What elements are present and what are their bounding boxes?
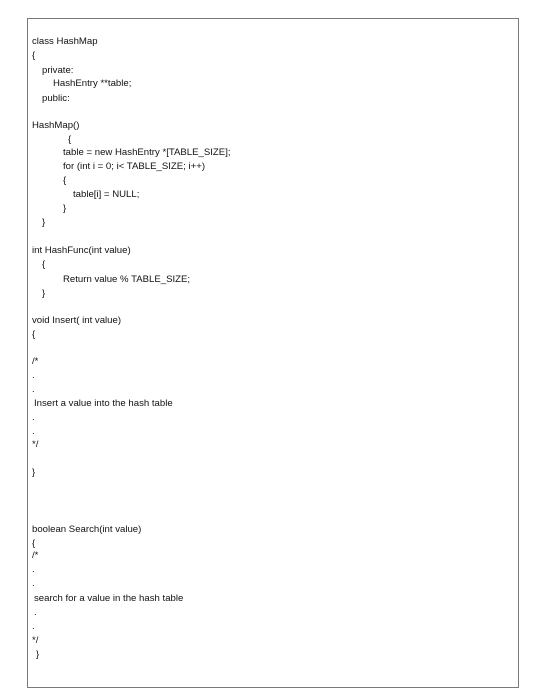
code-line: . [32,564,35,575]
code-line: /* [32,550,39,561]
code-line: void Insert( int value) [32,315,122,326]
code-line: . [32,384,35,395]
code-line: HashEntry **table; [53,78,132,89]
code-line: . [32,412,35,423]
code-line: */ [32,439,39,450]
code-line: { [32,329,36,340]
code-line: } [42,217,46,228]
code-line: . [34,607,37,618]
code-line: } [42,288,46,299]
code-line: { [63,175,67,186]
code-line: { [68,134,72,145]
code-line: . [32,621,35,632]
code-line: search for a value in the hash table [34,593,184,604]
code-line: } [36,649,40,660]
code-line: boolean Search(int value) [32,524,142,535]
code-line: table[i] = NULL; [73,189,140,200]
code-line: Return value % TABLE_SIZE; [63,274,191,285]
code-line: private: [42,65,74,76]
code-line: public: [42,93,70,104]
code-line: } [32,467,36,478]
code-line: */ [32,635,39,646]
code-line: { [42,259,46,270]
code-line: class HashMap [32,36,98,47]
document-page [27,18,519,688]
code-line: table = new HashEntry *[TABLE_SIZE]; [63,147,231,158]
code-line: { [32,50,36,61]
code-line: . [32,370,35,381]
code-line: /* [32,356,39,367]
code-line: for (int i = 0; i< TABLE_SIZE; i++) [63,161,206,172]
code-line: int HashFunc(int value) [32,245,131,256]
code-line: HashMap() [32,120,80,131]
code-line: { [32,538,36,549]
code-line: } [63,203,67,214]
code-line: Insert a value into the hash table [34,398,173,409]
code-line: . [32,426,35,437]
code-line: . [32,578,35,589]
